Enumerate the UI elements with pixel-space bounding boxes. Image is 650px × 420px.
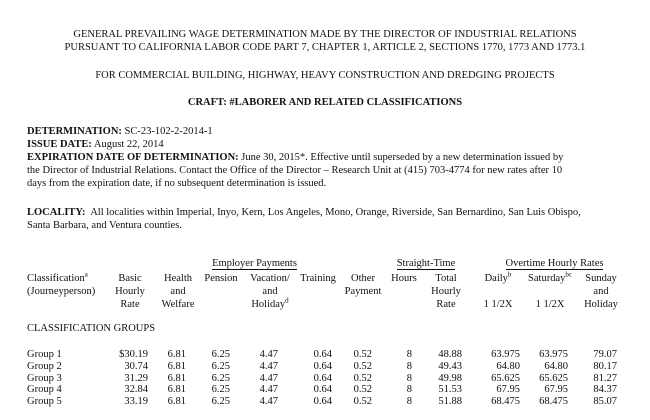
- health-welfare-header: Health and Welfare: [161, 273, 195, 310]
- determination-label: DETERMINATION:: [27, 126, 122, 137]
- cell-hours: 8: [406, 384, 412, 396]
- cell-total: 48.88: [438, 349, 462, 360]
- locality-label: LOCALITY:: [27, 207, 86, 218]
- cell-name: Group 1: [27, 349, 62, 360]
- cell-pension: 6.25: [211, 349, 230, 360]
- cell-sunday: 85.07: [593, 396, 617, 408]
- employer-payments-header: Employer Payments: [212, 258, 297, 269]
- cell-sunday: 84.37: [593, 384, 617, 396]
- other-payment-header: Other Payment: [344, 273, 382, 297]
- cell-sunday: 79.07: [593, 349, 617, 360]
- cell-training: 0.64: [313, 396, 332, 408]
- cell-pension: 6.25: [211, 360, 230, 372]
- cell-hours: 8: [406, 396, 412, 408]
- cell-other: 0.52: [353, 349, 372, 360]
- project-type-line: FOR COMMERCIAL BUILDING, HIGHWAY, HEAVY CONSTRUCTION AND DREDGING PROJECTS: [95, 70, 555, 81]
- classification-groups-title: CLASSIFICATION GROUPS: [27, 323, 156, 334]
- cell-hw: 6.81: [167, 384, 186, 396]
- cell-pension: 6.25: [211, 396, 230, 408]
- cell-daily: 64.80: [496, 360, 520, 372]
- cell-pension: 6.25: [211, 384, 230, 396]
- cell-hw: 6.81: [167, 349, 186, 360]
- document-title-line-2: PURSUANT TO CALIFORNIA LABOR CODE PART 7, CHAPTER 1, ARTICLE 2, SECTIONS 1770, 1773 AND 1773.1: [64, 42, 586, 53]
- cell-training: 0.64: [313, 349, 332, 360]
- cell-vac: 4.47: [259, 349, 278, 360]
- locality-text-1: All localities within Imperial, Inyo, Kern, Los Angeles, Mono, Orange, Riverside, San Bernardino, San Luis Obispo,: [90, 207, 581, 218]
- cell-training: 0.64: [313, 360, 332, 372]
- total-rate-header: Total Hourly Rate: [431, 273, 461, 310]
- determination-value: SC-23-102-2-2014-1: [124, 126, 213, 137]
- cell-name: Group 3: [27, 372, 62, 384]
- cell-training: 0.64: [313, 372, 332, 384]
- document-title-line-1: GENERAL PREVAILING WAGE DETERMINATION MADE BY THE DIRECTOR OF INDUSTRIAL RELATIONS: [73, 29, 577, 40]
- cell-training: 0.64: [313, 384, 332, 396]
- expiration-text-2: the Director of Industrial Relations. Contact the Office of the Director – Research Unit at (415) 703-4774 for new rates after 10: [27, 165, 563, 176]
- straight-time-header: Straight-Time: [396, 258, 456, 269]
- cell-vac: 4.47: [259, 396, 278, 408]
- cell-hw: 6.81: [167, 396, 186, 408]
- cell-total: 51.88: [438, 396, 462, 408]
- cell-daily: 65.625: [491, 372, 520, 384]
- cell-daily: 68.475: [491, 396, 520, 408]
- cell-basic: 30.74: [124, 360, 148, 372]
- sunday-holiday-header: Sunday and Holiday: [584, 273, 618, 310]
- determination-block: [27, 125, 627, 190]
- cell-hours: 8: [406, 360, 412, 372]
- cell-saturday: 65.625: [539, 372, 568, 384]
- locality-text-2: Santa Barbara, and Ventura counties.: [27, 220, 182, 231]
- locality-block: [27, 206, 627, 232]
- basic-rate-header: Basic Hourly Rate: [115, 273, 145, 310]
- cell-hw: 6.81: [167, 372, 186, 384]
- overtime-rates-header: Overtime Hourly Rates: [505, 258, 604, 269]
- cell-hours: 8: [406, 372, 412, 384]
- cell-hw: 6.81: [167, 360, 186, 372]
- cell-vac: 4.47: [259, 372, 278, 384]
- pension-header: Pension: [204, 273, 238, 284]
- cell-total: 49.98: [438, 372, 462, 384]
- hours-header: Hours: [391, 273, 417, 284]
- cell-saturday: 68.475: [539, 396, 568, 408]
- cell-basic: $30.19: [119, 349, 148, 360]
- issue-date-label: ISSUE DATE:: [27, 139, 92, 150]
- issue-date-value: August 22, 2014: [93, 139, 164, 150]
- classification-header: Classification$^a$ (Journeyperson): [27, 270, 96, 297]
- daily-header: Daily$^b$ 1 1/2X: [483, 270, 513, 310]
- expiration-text-1: June 30, 2015*. Effective until superseded by a new determination issued by: [241, 152, 564, 163]
- cell-name: Group 5: [27, 396, 62, 408]
- cell-name: Group 4: [27, 384, 62, 396]
- cell-sunday: 81.27: [593, 372, 617, 384]
- cell-name: Group 2: [27, 360, 62, 372]
- cell-pension: 6.25: [211, 372, 230, 384]
- expiration-text-3: days from the expiration date, if no subsequent determination is issued.: [27, 178, 327, 189]
- cell-total: 49.43: [438, 360, 462, 372]
- cell-other: 0.52: [353, 396, 372, 408]
- cell-saturday: 64.80: [544, 360, 568, 372]
- cell-sunday: 80.17: [593, 360, 617, 372]
- cell-basic: 33.19: [124, 396, 148, 408]
- cell-daily: 67.95: [496, 384, 520, 396]
- training-header: Training: [300, 273, 336, 284]
- cell-other: 0.52: [353, 384, 372, 396]
- cell-saturday: 63.975: [539, 349, 568, 360]
- expiration-label: EXPIRATION DATE OF DETERMINATION:: [27, 152, 239, 163]
- vacation-holiday-header: Vacation/ and Holiday$^d$: [250, 273, 290, 310]
- cell-daily: 63.975: [491, 349, 520, 360]
- cell-vac: 4.47: [259, 360, 278, 372]
- cell-hours: 8: [406, 349, 412, 360]
- cell-other: 0.52: [353, 372, 372, 384]
- cell-vac: 4.47: [259, 384, 278, 396]
- cell-saturday: 67.95: [544, 384, 568, 396]
- cell-other: 0.52: [353, 360, 372, 372]
- cell-basic: 32.84: [124, 384, 148, 396]
- cell-basic: 31.29: [124, 372, 148, 384]
- saturday-header: Saturday$^{bc}$ 1 1/2X: [528, 270, 572, 310]
- craft-heading: CRAFT: #LABORER AND RELATED CLASSIFICATIONS: [187, 97, 463, 108]
- cell-total: 51.53: [438, 384, 462, 396]
